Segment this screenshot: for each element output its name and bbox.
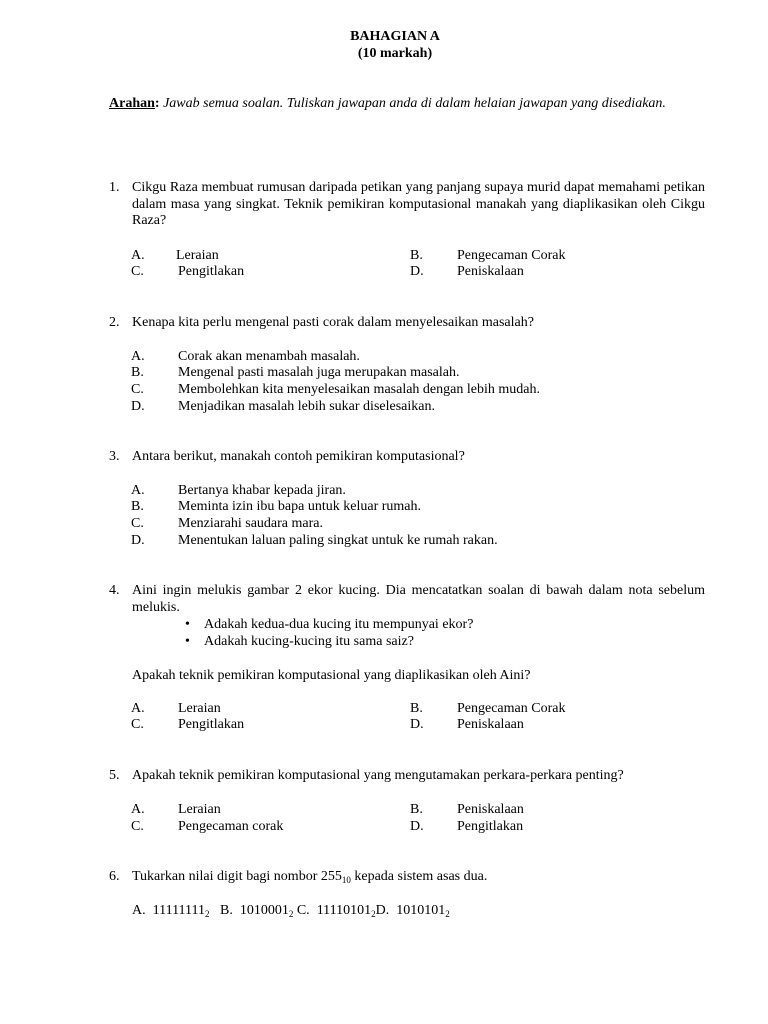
option-text: Membolehkan kita menyelesaikan masalah dengan lebih mudah. [178, 382, 540, 397]
option-label: B. [131, 499, 144, 514]
section-marks: (10 markah) [357, 46, 433, 61]
question-4 [109, 583, 705, 616]
binary-answer-line [132, 903, 450, 920]
option-label: C. [131, 264, 144, 279]
option-label: A. [131, 349, 145, 364]
answer-value: 11111111 [152, 903, 205, 918]
option-text: Pengecaman corak [178, 819, 284, 834]
option-text: Leraian [178, 802, 221, 817]
answer-value: 1010001 [239, 903, 289, 918]
option-label: A. [131, 802, 145, 817]
option-label: A. [131, 701, 145, 716]
option-label: B. [410, 701, 423, 716]
option-text: Bertanya khabar kepada jiran. [178, 483, 346, 498]
option-text: Mengenal pasti masalah juga merupakan masalah. [178, 365, 460, 380]
answer-base: 2 [371, 909, 376, 919]
answer-label: B. [220, 903, 233, 918]
option-label: B. [410, 248, 423, 263]
question-number: 1. [109, 180, 120, 195]
option-label: A. [131, 248, 145, 263]
option-label: C. [131, 819, 144, 834]
option-label: D. [410, 819, 424, 834]
option-label: B. [410, 802, 423, 817]
option-label: D. [131, 533, 145, 548]
answer-c [297, 903, 376, 918]
option-text: Pengecaman Corak [457, 701, 566, 716]
option-text: Leraian [178, 701, 221, 716]
option-label: D. [131, 399, 145, 414]
question-5 [109, 768, 705, 785]
answer-label: A. [132, 903, 146, 918]
answer-value: 1010101 [396, 903, 446, 918]
option-text: Pengecaman Corak [457, 248, 566, 263]
answer-a [132, 903, 210, 918]
instruction-text: Jawab semua soalan. Tuliskan jawapan anda di dalam helaian jawapan yang disediakan. [159, 96, 666, 111]
question-text: Antara berikut, manakah contoh pemikiran komputasional? [132, 449, 465, 464]
option-label: C. [131, 516, 144, 531]
number-base-10: 10 [341, 875, 351, 885]
question-text: Kenapa kita perlu mengenal pasti corak dalam menyelesaikan masalah? [132, 315, 534, 330]
option-text: Peniskalaan [457, 717, 524, 732]
bullet-text: Adakah kucing-kucing itu sama saiz? [204, 634, 414, 649]
answer-value: 11110101 [316, 903, 372, 918]
section-title: BAHAGIAN A [350, 29, 440, 44]
question-1 [109, 180, 705, 230]
bullet-icon: • [185, 617, 190, 632]
instruction-label: Arahan [109, 96, 155, 111]
question-text: Cikgu Raza membuat rumusan daripada petikan yang panjang supaya murid dapat memahami petikan dalam masa yang singkat. Teknik pemikiran komputasional manakah yang diaplikasikan oleh Cikgu Raza? [132, 180, 705, 228]
instruction-colon: : [154, 96, 160, 111]
option-text: Pengitlakan [178, 717, 245, 732]
answer-base: 2 [288, 909, 294, 919]
question-text [132, 869, 705, 886]
question-2 [109, 315, 705, 332]
option-text: Menjadikan masalah lebih sukar diselesaikan. [178, 399, 435, 414]
question-3 [109, 449, 705, 466]
option-text: Peniskalaan [457, 802, 524, 817]
option-text: Leraian [176, 248, 219, 263]
option-label: D. [410, 717, 424, 732]
answer-base: 2 [205, 909, 210, 919]
question-text: Apakah teknik pemikiran komputasional yang mengutamakan perkara-perkara penting? [132, 768, 624, 783]
answer-d [376, 903, 450, 918]
option-text: Pengitlakan [178, 264, 245, 279]
bullet-text: Adakah kedua-dua kucing itu mempunyai ekor? [204, 617, 474, 632]
option-text: Menentukan laluan paling singkat untuk ke rumah rakan. [178, 533, 498, 548]
question-number: 3. [109, 449, 120, 464]
option-text: Peniskalaan [457, 264, 524, 279]
option-label: C. [131, 382, 144, 397]
answer-label: C. [296, 903, 310, 918]
question-number: 4. [109, 583, 120, 598]
option-label: C. [131, 717, 144, 732]
question-number: 2. [109, 315, 120, 330]
option-text: Corak akan menambah masalah. [178, 349, 360, 364]
answer-base: 2 [445, 909, 450, 919]
option-text: Pengitlakan [457, 819, 524, 834]
option-text: Meminta izin ibu bapa untuk keluar rumah. [178, 499, 421, 514]
option-text: Menziarahi saudara mara. [178, 516, 323, 531]
question-text: Aini ingin melukis gambar 2 ekor kucing. Dia mencatatkan soalan di bawah dalam nota sebelum melukis. [132, 583, 705, 615]
option-label: D. [410, 264, 424, 279]
question-text-start: Tukarkan nilai digit bagi nombor 255 [132, 869, 342, 884]
option-label: B. [131, 365, 144, 380]
question-number: 5. [109, 768, 120, 783]
question-number: 6. [109, 869, 120, 884]
answer-b [220, 903, 293, 918]
question-prompt: Apakah teknik pemikiran komputasional yang diaplikasikan oleh Aini? [132, 668, 531, 683]
question-6 [109, 869, 705, 886]
instruction [109, 96, 709, 113]
bullet-icon: • [185, 634, 190, 649]
option-label: A. [131, 483, 145, 498]
question-text-end: kepada sistem asas dua. [350, 869, 488, 884]
answer-label: D. [375, 903, 390, 918]
